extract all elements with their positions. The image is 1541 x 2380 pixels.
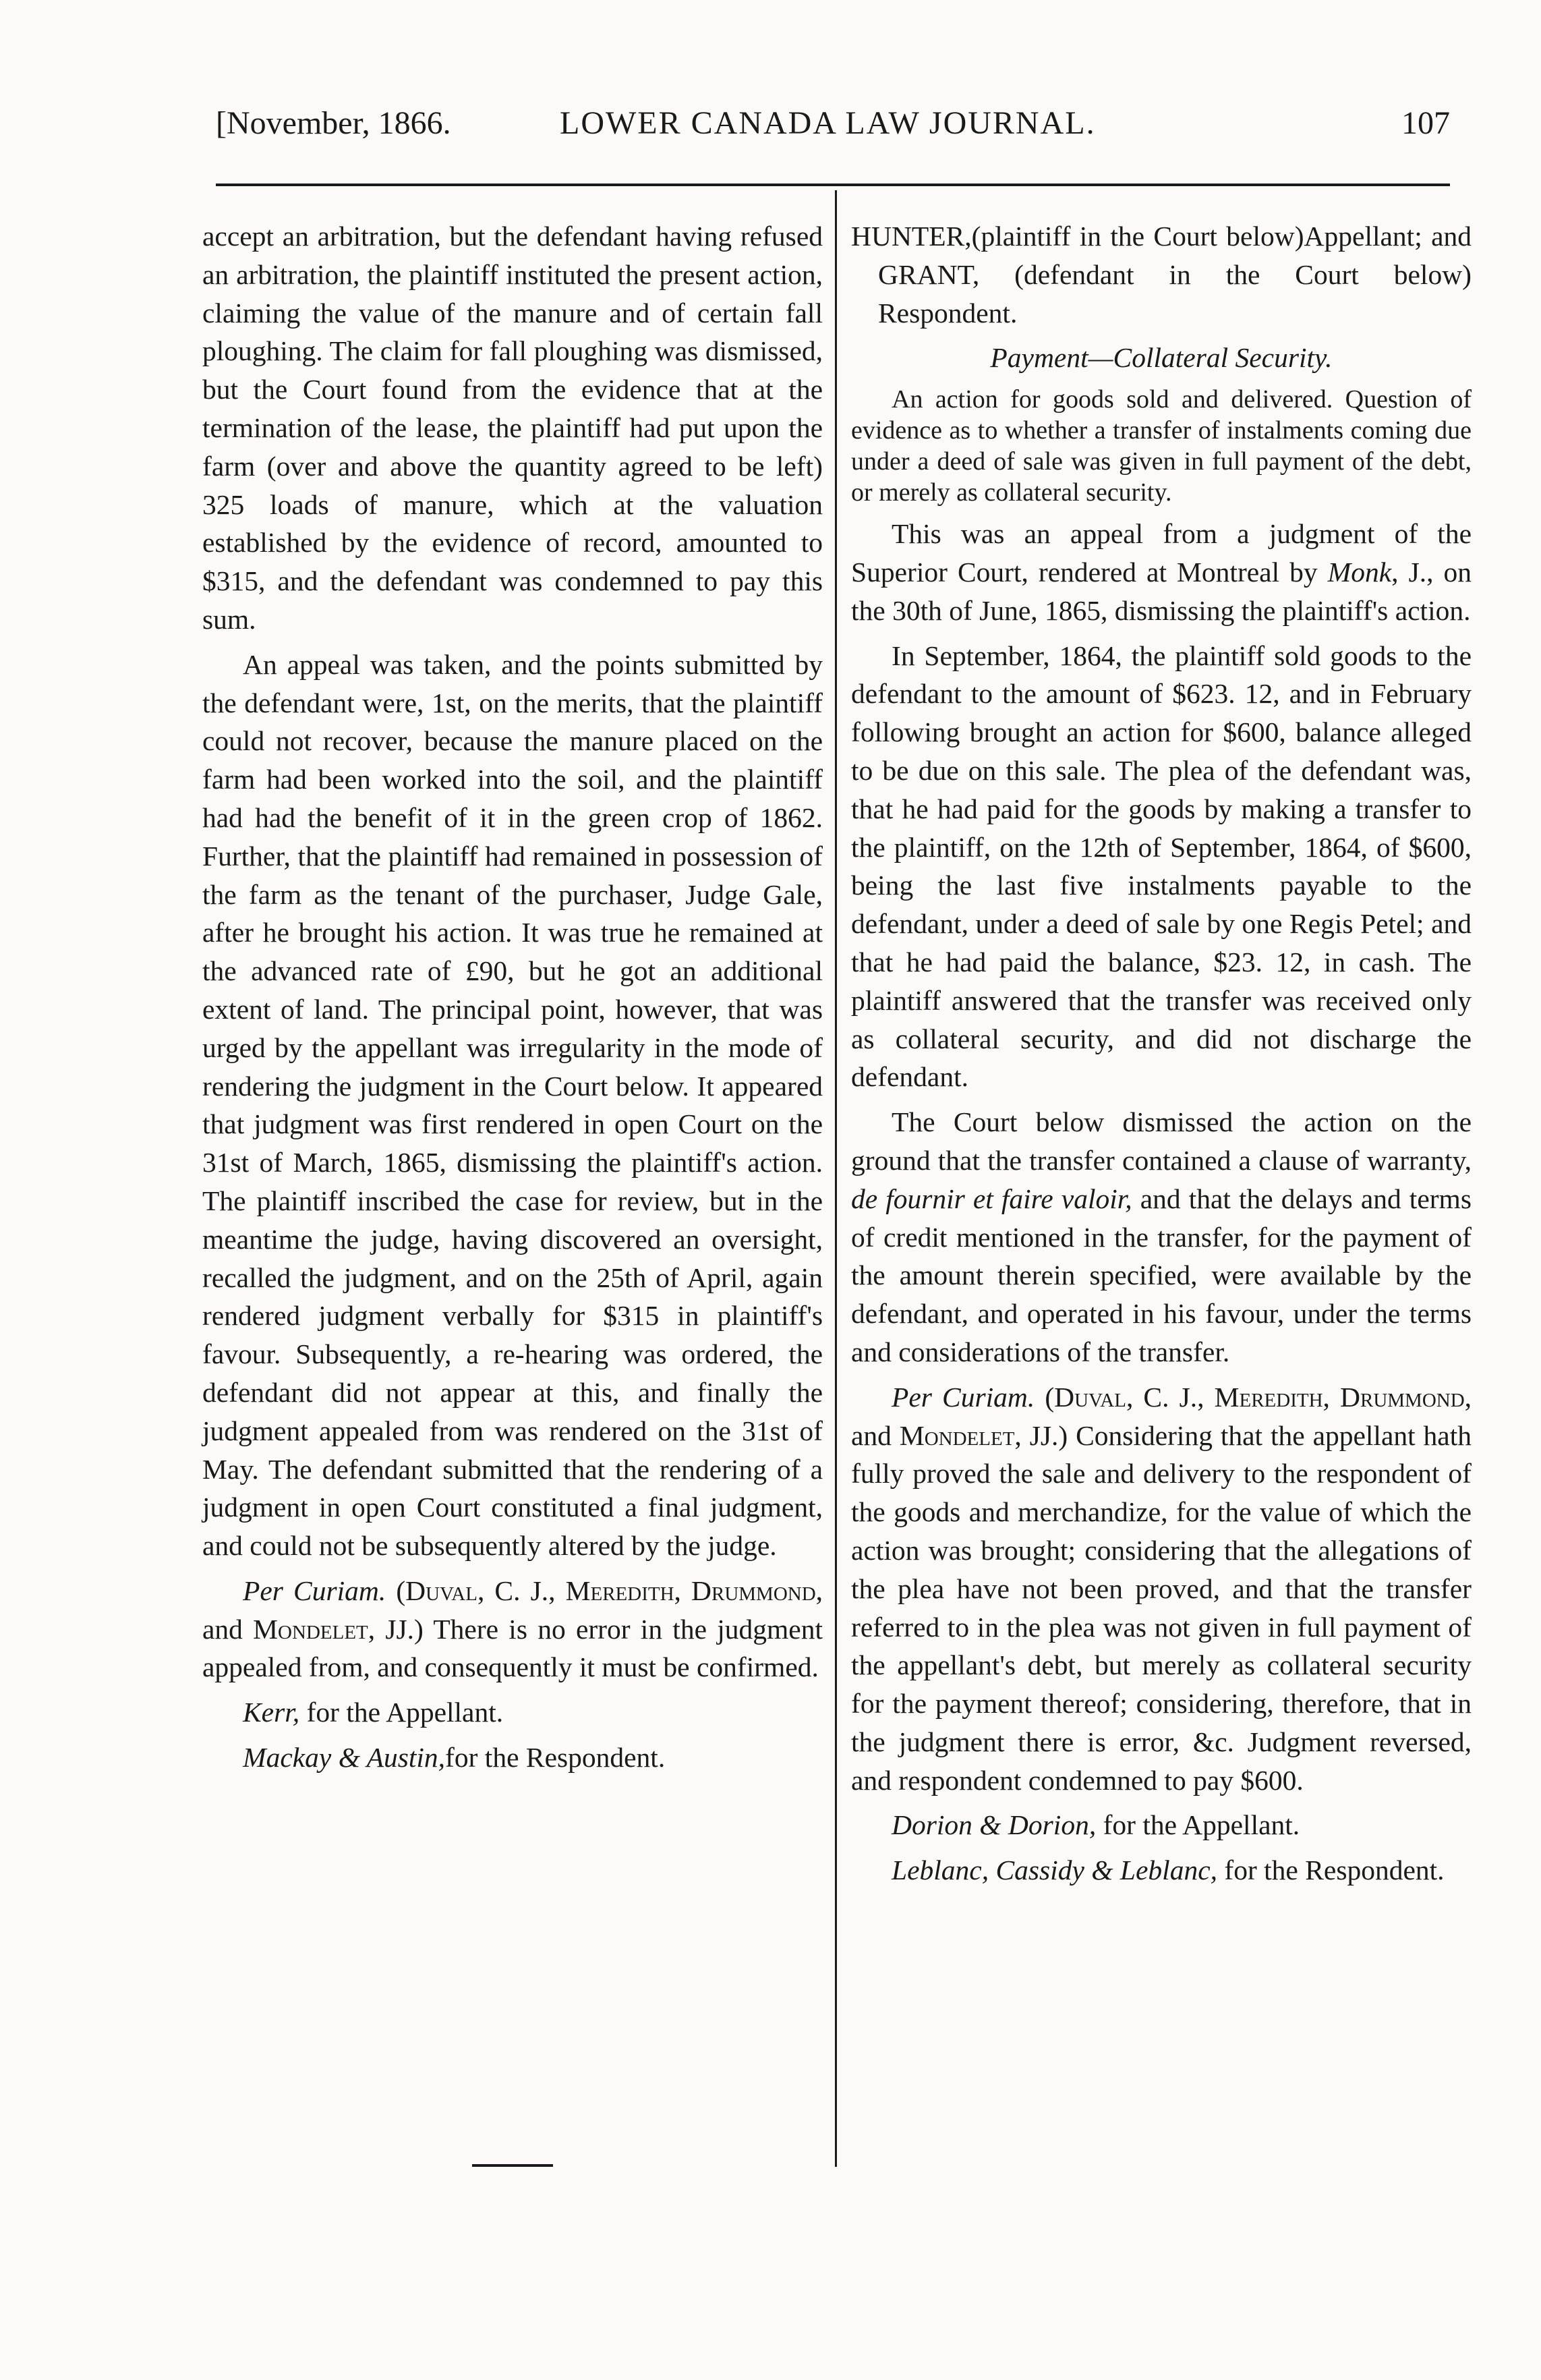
journal-title: LOWER CANADA LAW JOURNAL. (560, 105, 1096, 141)
counsel-line: Dorion & Dorion, for the Appellant. (892, 1809, 1300, 1841)
case-title: HUNTER,(plaintiff in the Court below)Appellant; and GRANT, (defendant in the Court below) Respondent. (851, 221, 1472, 329)
judge-name: Monk (1327, 556, 1392, 588)
paragraph: An appeal was taken, and the points submitted by the defendant were, 1st, on the merits, that the plaintiff could not recover, because the manure placed on the farm had been worked into the soil, and the plaintiff had had the benefit of it in the green crop of 1862. Further, that the plaintiff had remained in possession of the farm as the tenant of the purchaser, Judge Gale, after he brought his action. It was true he remained at the advanced rate of £90, but he got an additional extent of land. The principal point, however, that was urged by the appellant was irregularity in the mode of rendering the judgment in the Court below. It appeared that judgment was first rendered in open Court on the 31st of March, 1865, dismissing the plaintiff's action. The plaintiff inscribed the case for review, but in the meantime the judge, having discovered an oversight, recalled the judgment, and on the 25th of April, again rendered judgment verbally for $315 in plaintiff's favour. Subsequently, a re-hearing was ordered, the defendant did not appear at this, and finally the judgment appealed from was rendered on the 31st of May. The defendant submitted that the rendering of a judgment in open Court constituted a final judgment, and could not be subsequently altered by the judge. (202, 648, 823, 1562)
judge-name: Mondelet (253, 1613, 368, 1645)
counsel-line: Kerr, for the Appellant. (243, 1697, 504, 1728)
counsel-name: Mackay & Austin, (243, 1742, 446, 1774)
counsel-line: Leblanc, Cassidy & Leblanc, for the Respondent. (892, 1854, 1445, 1886)
per-curiam-label: Per Curiam. (243, 1575, 386, 1606)
section-end-rule (472, 2164, 553, 2167)
judge-name: Meredith (565, 1575, 674, 1606)
running-header (216, 100, 1450, 147)
per-curiam-label: Per Curiam. (892, 1381, 1035, 1413)
judge-name: Drummond (691, 1575, 816, 1606)
judge-name: Drummond (1340, 1381, 1465, 1413)
french-phrase: de fournir et faire valoir, (851, 1183, 1132, 1214)
counsel-line: Mackay & Austin,for the Respondent. (243, 1742, 666, 1774)
paragraph: This was an appeal from a judgment of the Superior Court, rendered at Montreal by Monk, J., on the 30th of June, 1865, dismissing the plaintiff's action. (851, 518, 1472, 626)
header-rule (216, 183, 1450, 186)
judge-name: Mondelet (899, 1419, 1015, 1451)
counsel-name: Leblanc, Cassidy & Leblanc, (892, 1854, 1217, 1886)
paragraph: The Court below dismissed the action on the ground that the transfer contained a clause of warranty, de fournir et faire valoir, and that the delays and terms of credit mentioned in the transfer, for the payment of the amount therein specified, were available by the defendant, and operated in his favour, under the terms and considerations of the transfer. (851, 1106, 1472, 1367)
column-divider (835, 190, 837, 2167)
paragraph: accept an arbitration, but the defendant having refused an arbitration, the plaintiff instituted the present action, claiming the value of the manure and of certain fall ploughing. The claim for fall ploughing was dismissed, but the Court found from the evidence that at the termination of the lease, the plaintiff had put upon the farm (over and above the quantity agreed to be left) 325 loads of manure, which at the valuation established by the evidence of record, amounted to $315, and the defendant was condemned to pay this sum. (202, 221, 823, 635)
counsel-name: Kerr, (243, 1697, 300, 1728)
judge-name: Duval (405, 1575, 477, 1606)
page-number: 107 (1401, 105, 1450, 141)
issue-date: [November, 1866. (216, 105, 451, 141)
judge-name: Duval (1054, 1381, 1126, 1413)
left-column (202, 217, 823, 1784)
case-subject: Payment—Collateral Security. (990, 342, 1333, 374)
counsel-name: Dorion & Dorion, (892, 1809, 1097, 1841)
per-curiam-paragraph: Per Curiam. (Duval, C. J., Meredith, Drummond, and Mondelet, JJ.) There is no error in the judgment appealed from, and consequently it must be confirmed. (202, 1575, 823, 1683)
per-curiam-paragraph: Per Curiam. (Duval, C. J., Meredith, Drummond, and Mondelet, JJ.) Considering that the appellant hath fully proved the sale and delivery to the respondent of the goods and merchandize, for the value of which the action was brought; considering that the allegations of the plea have not been proved, and that the transfer referred to in the plea was not given in full payment of the appellant's debt, but merely as collateral security for the payment thereof; considering, therefore, that in the judgment there is error, &c. Judgment reversed, and respondent condemned to pay $600. (851, 1381, 1472, 1796)
headnote: An action for goods sold and delivered. Question of evidence as to whether a transfer of instalments coming due under a deed of sale was given in full payment of the debt, or merely as collateral security. (851, 385, 1472, 507)
paragraph: In September, 1864, the plaintiff sold goods to the defendant to the amount of $623. 12, and in February following brought an action for $600, balance alleged to be due on this sale. The plea of the defendant was, that he had paid for the goods by making a transfer to the plaintiff, on the 12th of September, 1864, of $600, being the last five instalments payable to the defendant, under a deed of sale by one Regis Petel; and that he had paid the balance, $23. 12, in cash. The plaintiff answered that the transfer was received only as collateral security, and did not discharge the defendant. (851, 640, 1472, 1093)
right-column (851, 217, 1472, 1896)
judge-name: Meredith (1214, 1381, 1323, 1413)
